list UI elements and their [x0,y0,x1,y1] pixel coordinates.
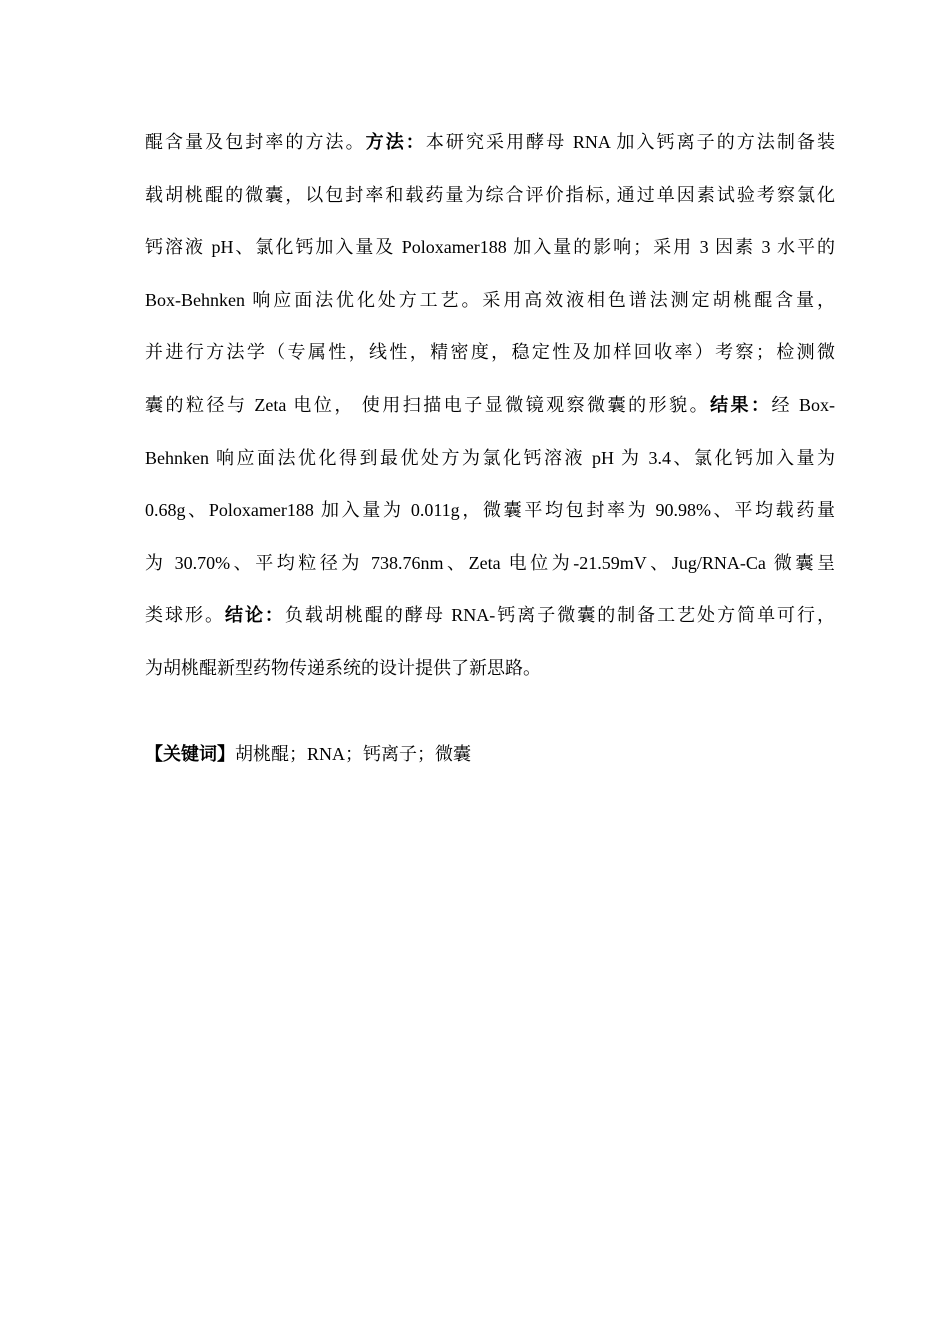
text-run: 类球形。 [145,605,225,626]
abstract-line-4 [145,274,835,327]
text-run: 钙溶液 pH、氯化钙加入量及 Poloxamer188 加入量的影响；采用 3 因素 3 水平的 [145,237,835,258]
conclusion-heading: 结论： [224,605,285,626]
text-run: 醌含量及包封率的方法。 [145,132,366,152]
abstract-line-8 [145,484,835,537]
keywords-label: 【关键词】 [145,744,235,764]
text-run: 本研究采用酵母 RNA 加入钙离子的方法制备装 [425,132,836,152]
text-run: 囊的粒径与 Zeta 电位， 使用扫描电子显微镜观察微囊的形貌。 [145,394,711,415]
abstract-line-6 [145,379,835,432]
abstract-line-11 [145,642,835,695]
text-run: Box-Behnken 响应面法优化处方工艺。采用高效液相色谱法测定胡桃醌含量， [145,289,835,310]
abstract-body [145,116,835,695]
abstract-line-2 [145,169,835,222]
text-run: 负载胡桃醌的酵母 RNA-钙离子微囊的制备工艺处方简单可行， [284,605,836,626]
abstract-line-9 [145,537,835,590]
abstract-line-3 [145,221,835,274]
abstract-line-1 [145,116,835,169]
abstract-line-10 [145,589,835,642]
text-run: 为 30.70%、平均粒径为 738.76nm、Zeta 电位为-21.59mV、Jug/RNA-Ca 微囊呈 [145,552,835,573]
keywords-text: 胡桃醌；RNA；钙离子；微囊 [235,744,472,764]
abstract-line-7 [145,432,835,485]
text-run: Behnken 响应面法优化得到最优处方为氯化钙溶液 pH 为 3.4、氯化钙加入量为 [145,447,835,468]
abstract-line-5 [145,326,835,379]
text-run: 并进行方法学（专属性，线性，精密度，稳定性及加样回收率）考察；检测微 [145,342,835,363]
methods-heading: 方法： [365,132,426,152]
text-run: 载胡桃醌的微囊，以包封率和载药量为综合评价指标, 通过单因素试验考察氯化 [145,184,835,205]
keywords-line [145,728,835,781]
text-run: 0.68g、Poloxamer188 加入量为 0.011g，微囊平均包封率为 90.98%、平均载药量 [145,500,835,521]
results-heading: 结果： [710,394,772,415]
text-run: 经 Box- [771,394,836,415]
text-run: 为胡桃醌新型药物传递系统的设计提供了新思路。 [145,657,541,678]
